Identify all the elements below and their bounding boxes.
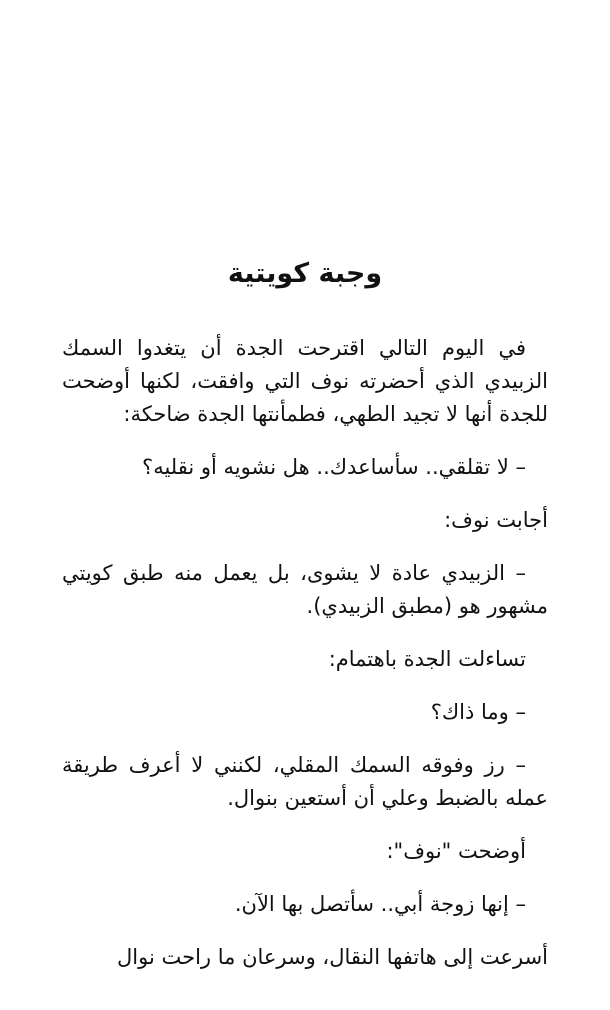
chapter-title: وجبة كويتية [227,258,383,289]
paragraph: – الزبيدي عادة لا يشوى، بل يعمل منه طبق كويتي مشهور هو (مطبق الزبيدي). [62,561,548,618]
paragraph: تساءلت الجدة باهتمام: [328,647,526,671]
story-body [62,332,548,994]
paragraph: أجابت نوف: [444,508,548,532]
paragraph: في اليوم التالي اقترحت الجدة أن يتغدوا السمك الزبيدي الذي أحضرته نوف التي وافقت، لكنها أوضحت للجدة أنها لا تجيد الطهي، فطمأنتها الجدة ضاحكة: [62,336,548,426]
paragraph: – لا تقلقي.. سأساعدك.. هل نشويه أو نقليه؟ [142,455,526,479]
paragraph: – وما ذاك؟ [430,700,526,724]
paragraph: – رز وفوقه السمك المقلي، لكنني لا أعرف طريقة عمله بالضبط وعلي أن أستعين بنوال. [62,753,548,810]
paragraph: – إنها زوجة أبي.. سأتصل بها الآن. [234,892,526,916]
paragraph: أسرعت إلى هاتفها النقال، وسرعان ما راحت نوال [117,945,548,969]
paragraph: أوضحت "نوف": [386,839,526,863]
